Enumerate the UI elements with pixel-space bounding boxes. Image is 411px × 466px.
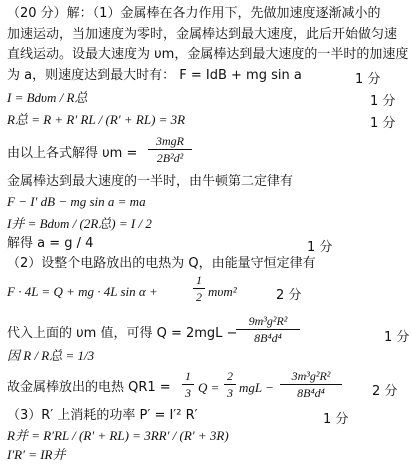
fraction-denominator: 2B²d² — [156, 151, 184, 165]
fraction-denominator: 8B⁴d⁴ — [297, 386, 325, 400]
score-label: 1 分 — [384, 330, 410, 345]
fraction-denominator: 3 — [227, 386, 233, 400]
text-line-energy: （2）设整个电路放出的电热为 Q，由能量守恒定律有 — [7, 256, 316, 271]
fraction-numerator: 3m³g²R² — [280, 369, 342, 385]
score-label: 1 分 — [307, 240, 333, 255]
equation-parallel-resistance: R并 = R′RL / (R′ + RL) = 3RR′ / (R′ + 3R) — [7, 428, 229, 443]
fraction-numerator: 9m³g²R² — [236, 314, 300, 330]
fraction-numerator: 3mgR — [148, 134, 192, 150]
fraction-numerator: 2 — [224, 369, 236, 385]
equation-energy-conservation: F · 4L = Q + mg · 4L sin α + — [7, 284, 158, 299]
score-label: 1 分 — [370, 116, 396, 131]
equation-rod-heat: 故金属棒放出的电热 QR1 = — [7, 380, 171, 395]
score-label: 2 分 — [276, 288, 302, 303]
equation-heat-total: 代入上面的 υm 值，可得 Q = 2mgL − — [7, 326, 238, 341]
equation-total-resistance: R总 = R + R′ RL / (R′ + RL) = 3R — [7, 112, 186, 127]
equation-acceleration: 解得 a = g / 4 — [7, 236, 94, 251]
fraction-numerator: 1 — [193, 273, 205, 289]
score-label: 1 分 — [370, 94, 396, 109]
fraction-denominator: 3 — [185, 386, 191, 400]
equation-term: mgL − — [239, 380, 274, 395]
fraction-numerator: 1 — [182, 369, 194, 385]
fraction-denominator: 8B⁴d⁴ — [254, 331, 282, 345]
equation-parallel-current: I并 = Bdυm / (2R总) = I / 2 — [7, 216, 152, 231]
text-line-half-velocity: 金属棒达到最大速度的一半时，由牛顿第二定律有 — [7, 174, 294, 189]
text-line-2: 加速运动，当加速度为零时，金属棒达到最大速度，此后开始做匀速 — [7, 27, 398, 42]
text-line-4: 为 a，则速度达到最大时有： F = IdB + mg sin a — [7, 68, 302, 83]
text-line-1: （20 分）解：（1）金属棒在各力作用下，先做加速度逐渐减小的 — [7, 6, 381, 21]
score-label: 1 分 — [355, 72, 381, 87]
equation-kinetic-term: mυm² — [208, 284, 237, 299]
equation-term: Q = — [198, 380, 220, 395]
score-label: 2 分 — [372, 384, 398, 399]
score-label: 1 分 — [323, 412, 349, 427]
equation-voltage: I′R′ = IR并 — [7, 447, 66, 462]
equation-max-velocity: 由以上各式解得 υm = — [7, 146, 138, 161]
equation-current: I = Bdυm / R总 — [7, 90, 88, 105]
equation-newton: F − I′ dB − mg sin a = ma — [7, 194, 146, 209]
equation-power: （3）R′ 上消耗的功率 P′ = I′² R′ — [7, 408, 198, 423]
equation-resistance-ratio: 因 R / R总 = 1/3 — [7, 348, 95, 363]
fraction-denominator: 2 — [196, 290, 202, 304]
text-line-3: 直线运动。设最大速度为 υm，金属棒达到最大速度的一半时的加速度 — [7, 47, 409, 62]
